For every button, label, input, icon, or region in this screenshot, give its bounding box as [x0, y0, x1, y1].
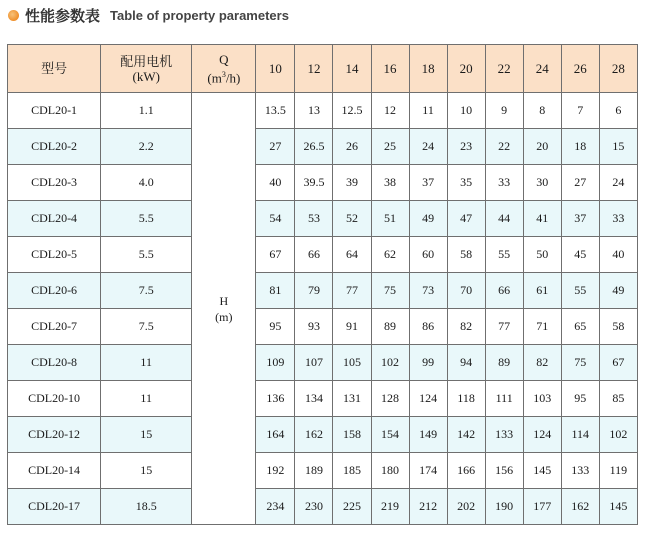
head-value-cell: 65: [561, 309, 599, 345]
table-row: [8, 417, 638, 453]
head-label-line1: H: [219, 293, 229, 308]
header-flow-value: 12: [295, 45, 333, 93]
head-value-cell: 77: [485, 309, 523, 345]
table-row: [8, 453, 638, 489]
head-value-cell: 33: [599, 201, 637, 237]
head-value-cell: 75: [371, 273, 409, 309]
header-flow-value: 22: [485, 45, 523, 93]
head-value-cell: 66: [295, 237, 333, 273]
head-value-cell: 89: [371, 309, 409, 345]
head-value-cell: 6: [599, 93, 637, 129]
head-value-cell: 9: [485, 93, 523, 129]
table-row: [8, 273, 638, 309]
model-cell: CDL20-6: [8, 273, 101, 309]
head-value-cell: 166: [447, 453, 485, 489]
table-row: [8, 381, 638, 417]
head-value-cell: 55: [561, 273, 599, 309]
head-label-line2: (m): [215, 309, 233, 324]
head-value-cell: 225: [333, 489, 371, 525]
head-value-cell: 27: [256, 129, 295, 165]
head-value-cell: 79: [295, 273, 333, 309]
head-value-cell: 53: [295, 201, 333, 237]
motor-cell: 5.5: [101, 201, 192, 237]
head-value-cell: 82: [523, 345, 561, 381]
head-value-cell: 131: [333, 381, 371, 417]
section-header: [8, 4, 289, 26]
head-value-cell: 133: [561, 453, 599, 489]
header-flow-value: 14: [333, 45, 371, 93]
head-value-cell: 30: [523, 165, 561, 201]
head-value-cell: 118: [447, 381, 485, 417]
head-value-cell: 64: [333, 237, 371, 273]
head-value-cell: 136: [256, 381, 295, 417]
head-value-cell: 38: [371, 165, 409, 201]
head-value-cell: 33: [485, 165, 523, 201]
head-value-cell: 89: [485, 345, 523, 381]
head-value-cell: 41: [523, 201, 561, 237]
head-value-cell: 24: [409, 129, 447, 165]
header-flow-value: 16: [371, 45, 409, 93]
motor-cell: 15: [101, 453, 192, 489]
model-cell: CDL20-3: [8, 165, 101, 201]
head-value-cell: 128: [371, 381, 409, 417]
head-value-cell: 47: [447, 201, 485, 237]
header-flow: [192, 45, 256, 93]
motor-cell: 18.5: [101, 489, 192, 525]
head-value-cell: 133: [485, 417, 523, 453]
head-value-cell: 71: [523, 309, 561, 345]
head-value-cell: 93: [295, 309, 333, 345]
head-value-cell: 105: [333, 345, 371, 381]
head-value-cell: 10: [447, 93, 485, 129]
head-value-cell: 109: [256, 345, 295, 381]
head-value-cell: 189: [295, 453, 333, 489]
head-value-cell: 66: [485, 273, 523, 309]
model-cell: CDL20-2: [8, 129, 101, 165]
table-row: [8, 129, 638, 165]
header-motor-line1: 配用电机: [120, 53, 173, 69]
head-value-cell: 49: [599, 273, 637, 309]
head-value-cell: 39.5: [295, 165, 333, 201]
head-value-cell: 164: [256, 417, 295, 453]
head-value-cell: 162: [561, 489, 599, 525]
head-value-cell: 119: [599, 453, 637, 489]
model-cell: CDL20-1: [8, 93, 101, 129]
motor-cell: 7.5: [101, 309, 192, 345]
head-value-cell: 11: [409, 93, 447, 129]
head-value-cell: 54: [256, 201, 295, 237]
head-value-cell: 145: [523, 453, 561, 489]
section-title-en: Table of property parameters: [110, 7, 289, 23]
motor-cell: 4.0: [101, 165, 192, 201]
head-value-cell: 12: [371, 93, 409, 129]
head-value-cell: 37: [409, 165, 447, 201]
head-value-cell: 111: [485, 381, 523, 417]
head-value-cell: 37: [561, 201, 599, 237]
head-value-cell: 177: [523, 489, 561, 525]
property-parameters-table: [7, 44, 638, 525]
head-value-cell: 15: [599, 129, 637, 165]
head-value-cell: 55: [485, 237, 523, 273]
head-value-cell: 134: [295, 381, 333, 417]
head-value-cell: 45: [561, 237, 599, 273]
head-value-cell: 70: [447, 273, 485, 309]
head-value-cell: 40: [256, 165, 295, 201]
header-motor-line2: (kW): [132, 68, 160, 84]
head-value-cell: 149: [409, 417, 447, 453]
head-label-cell: [192, 93, 256, 525]
head-value-cell: 52: [333, 201, 371, 237]
head-value-cell: 20: [523, 129, 561, 165]
head-value-cell: 95: [561, 381, 599, 417]
head-value-cell: 58: [599, 309, 637, 345]
head-value-cell: 202: [447, 489, 485, 525]
head-value-cell: 24: [599, 165, 637, 201]
head-value-cell: 13.5: [256, 93, 295, 129]
motor-cell: 5.5: [101, 237, 192, 273]
head-value-cell: 39: [333, 165, 371, 201]
table-row: [8, 93, 638, 129]
motor-cell: 7.5: [101, 273, 192, 309]
head-value-cell: 23: [447, 129, 485, 165]
head-value-cell: 40: [599, 237, 637, 273]
model-cell: CDL20-12: [8, 417, 101, 453]
head-value-cell: 85: [599, 381, 637, 417]
header-flow-line1: Q: [219, 51, 229, 67]
header-flow-value: 26: [561, 45, 599, 93]
header-flow-value: 18: [409, 45, 447, 93]
head-value-cell: 8: [523, 93, 561, 129]
head-value-cell: 142: [447, 417, 485, 453]
head-value-cell: 67: [599, 345, 637, 381]
section-title-cn: 性能参数表: [25, 6, 101, 25]
motor-cell: 11: [101, 381, 192, 417]
head-value-cell: 44: [485, 201, 523, 237]
model-cell: CDL20-7: [8, 309, 101, 345]
head-value-cell: 180: [371, 453, 409, 489]
head-value-cell: 12.5: [333, 93, 371, 129]
header-flow-value: 20: [447, 45, 485, 93]
motor-cell: 11: [101, 345, 192, 381]
head-value-cell: 27: [561, 165, 599, 201]
model-cell: CDL20-17: [8, 489, 101, 525]
header-flow-value: 10: [256, 45, 295, 93]
head-value-cell: 190: [485, 489, 523, 525]
model-cell: CDL20-10: [8, 381, 101, 417]
head-value-cell: 94: [447, 345, 485, 381]
head-value-cell: 49: [409, 201, 447, 237]
table-row: [8, 201, 638, 237]
table-row: [8, 489, 638, 525]
table-header-row: [8, 45, 638, 93]
head-value-cell: 99: [409, 345, 447, 381]
header-motor: [101, 45, 192, 93]
head-value-cell: 192: [256, 453, 295, 489]
table-row: [8, 165, 638, 201]
table-row: [8, 237, 638, 273]
head-value-cell: 185: [333, 453, 371, 489]
head-value-cell: 26: [333, 129, 371, 165]
header-flow-unit: $(m^3/h)$: [207, 69, 241, 86]
head-value-cell: 230: [295, 489, 333, 525]
head-value-cell: 162: [295, 417, 333, 453]
table-row: [8, 345, 638, 381]
head-value-cell: 61: [523, 273, 561, 309]
head-value-cell: 13: [295, 93, 333, 129]
head-value-cell: 35: [447, 165, 485, 201]
model-cell: CDL20-14: [8, 453, 101, 489]
head-value-cell: 156: [485, 453, 523, 489]
head-value-cell: 102: [599, 417, 637, 453]
head-value-cell: 62: [371, 237, 409, 273]
head-value-cell: 26.5: [295, 129, 333, 165]
head-value-cell: 22: [485, 129, 523, 165]
table-row: [8, 309, 638, 345]
head-value-cell: 60: [409, 237, 447, 273]
head-value-cell: 124: [409, 381, 447, 417]
head-value-cell: 51: [371, 201, 409, 237]
motor-cell: 1.1: [101, 93, 192, 129]
head-value-cell: 212: [409, 489, 447, 525]
header-flow-value: 24: [523, 45, 561, 93]
head-value-cell: 154: [371, 417, 409, 453]
head-value-cell: 158: [333, 417, 371, 453]
head-value-cell: 103: [523, 381, 561, 417]
head-value-cell: 25: [371, 129, 409, 165]
head-value-cell: 73: [409, 273, 447, 309]
head-value-cell: 82: [447, 309, 485, 345]
head-value-cell: 18: [561, 129, 599, 165]
head-value-cell: 174: [409, 453, 447, 489]
model-cell: CDL20-4: [8, 201, 101, 237]
head-value-cell: 58: [447, 237, 485, 273]
motor-cell: 15: [101, 417, 192, 453]
head-value-cell: 145: [599, 489, 637, 525]
head-value-cell: 95: [256, 309, 295, 345]
head-value-cell: 102: [371, 345, 409, 381]
head-value-cell: 219: [371, 489, 409, 525]
head-value-cell: 86: [409, 309, 447, 345]
orange-bullet-icon: [8, 10, 19, 21]
motor-cell: 2.2: [101, 129, 192, 165]
head-value-cell: 81: [256, 273, 295, 309]
head-value-cell: 234: [256, 489, 295, 525]
head-value-cell: 67: [256, 237, 295, 273]
head-value-cell: 124: [523, 417, 561, 453]
head-value-cell: 114: [561, 417, 599, 453]
head-value-cell: 7: [561, 93, 599, 129]
head-value-cell: 107: [295, 345, 333, 381]
head-value-cell: 50: [523, 237, 561, 273]
header-flow-value: 28: [599, 45, 637, 93]
model-cell: CDL20-5: [8, 237, 101, 273]
header-model: 型号: [8, 45, 101, 93]
head-value-cell: 91: [333, 309, 371, 345]
head-value-cell: 75: [561, 345, 599, 381]
model-cell: CDL20-8: [8, 345, 101, 381]
head-value-cell: 77: [333, 273, 371, 309]
